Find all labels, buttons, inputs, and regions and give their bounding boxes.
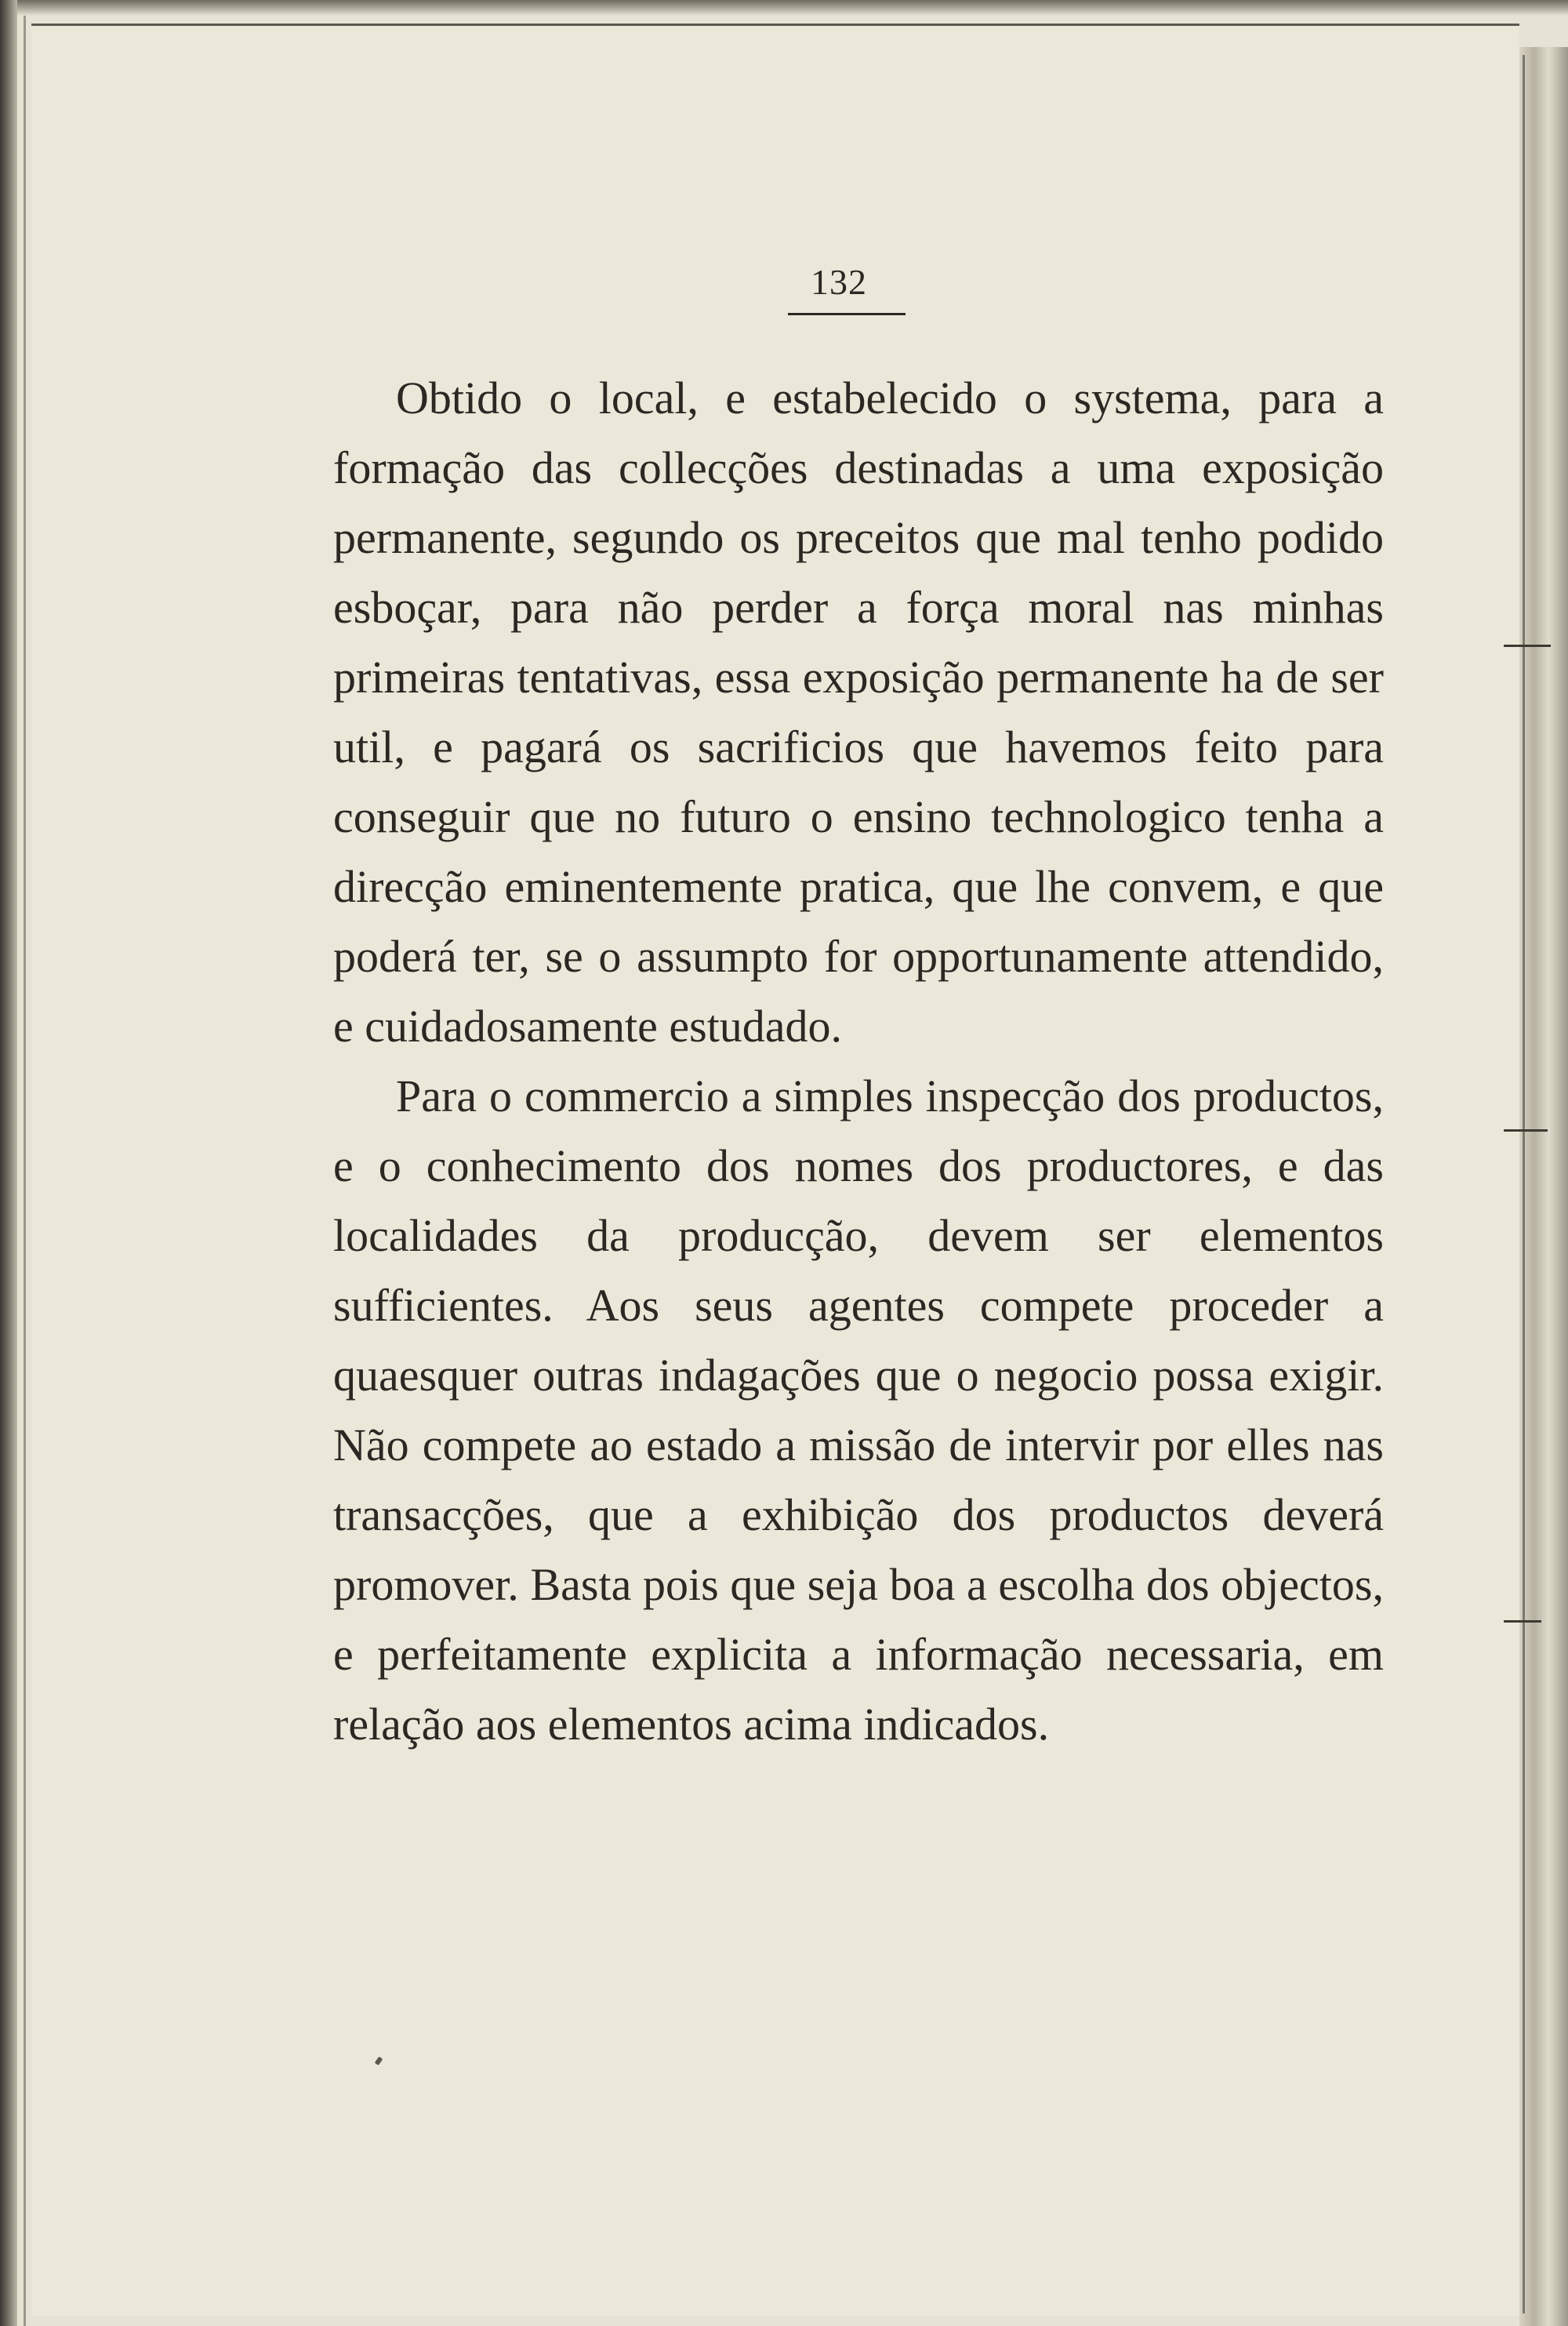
margin-tick (1504, 1620, 1541, 1623)
book-binding-edge (0, 0, 17, 2326)
page-number-rule (788, 313, 906, 315)
margin-tick (1504, 645, 1551, 647)
stacked-page-edge (1519, 47, 1568, 2326)
paragraph-2: Para o commercio a simples inspecção dos productos, e o conhecimento dos nomes dos productores, e das localidades da producção, devem ser elementos sufficientes. Aos seus agentes compete proceder a quaesquer outras indagações que o negocio possa exigir. Não compete ao estado a missão de intervir por elles nas transacções, que a exhibição dos productos deverá promover. Basta pois que seja boa a escolha dos objectos, e perfeitamente explicita a informação necessaria, em relação aos elementos acima indicados. (333, 1070, 1384, 1750)
paragraph-1: Obtido o local, e estabelecido o systema, para a formação das collecções destinadas a uma exposição permanente, segundo os preceitos que mal tenho podido esboçar, para não perder a força moral nas minhas primeiras tentativas, essa exposição permanente ha de ser util, e pagará os sacrificios que havemos feito para conseguir que no futuro o ensino technologico tenha a direcção eminentemente pratica, que lhe convem, e que poderá ter, se o assumpto for opportunamente attendido, e cuidadosamente estudado. (333, 373, 1384, 1052)
margin-tick (1504, 1129, 1548, 1132)
body-text (333, 363, 1384, 1759)
page-number: 132 (811, 262, 867, 302)
right-page-rule (1523, 55, 1525, 2313)
binding-line (24, 0, 26, 2326)
book-page (31, 24, 1519, 2316)
ink-speck (375, 2056, 383, 2066)
page-top-edge (17, 0, 1568, 16)
